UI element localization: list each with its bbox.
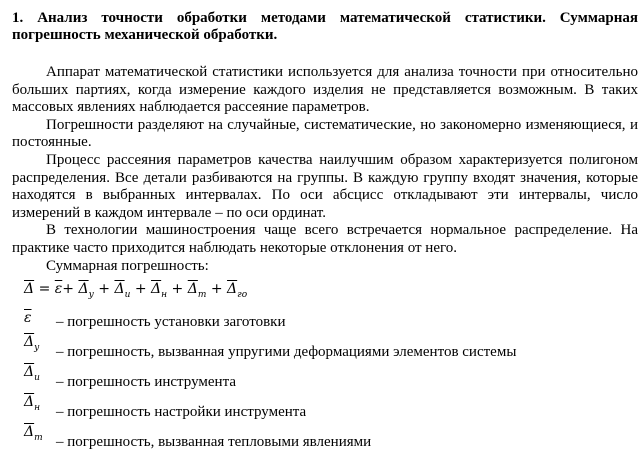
formula-term-4-sub: н xyxy=(161,289,168,300)
definition-epsilon xyxy=(24,305,638,331)
paragraph-3: Процесс рассеяния параметров качества наилучшим образом характеризуется полигоном распределения. Все детали разбиваются на группы. В каждую группу входят значения, которые находятся в выбранных интервалах. По оси абсцисс откладывают эти интервалы, число измерений в каждом интервале – по оси ординат. xyxy=(12,151,638,221)
formula-term-6-sub: го xyxy=(237,289,248,300)
definition-delta-i xyxy=(24,365,638,391)
summary-formula: $\overline{\Delta} = \overline{\varepsilon}+ \overline{\Delta}_у + \overline{\Delta}_и + \overline{\Delta}_н + \overline{\Delta}_т + \overline{\Delta}_{го}$ xyxy=(24,281,248,300)
formula-term-3: $\overline{\Delta}$ xyxy=(114,281,125,298)
delta-i-symbol: $\overline{\Delta}_и$ xyxy=(24,363,40,383)
formula-term-1: $\overline{\varepsilon}$ xyxy=(54,281,63,298)
delta-t-symbol: $\overline{\Delta}_т$ xyxy=(24,423,43,443)
epsilon-symbol: $\overline{\varepsilon}$ xyxy=(24,309,32,326)
definition-delta-y xyxy=(24,335,638,361)
paragraph-4: В технологии машиностроения чаще всего встречается нормальное распределение. На практике часто приходится наблюдать некоторые отклонения от него. xyxy=(12,222,638,256)
definition-delta-i-text: – погрешность инструмента xyxy=(56,373,236,390)
paragraph-2: Погрешности разделяют на случайные, систематические, но закономерно изменяющиеся, и постоянные. xyxy=(12,116,638,151)
definition-delta-n xyxy=(24,395,638,421)
definition-delta-t xyxy=(24,425,638,451)
definition-delta-t-text: – погрешность, вызванная тепловыми явлениями xyxy=(56,433,372,450)
definition-delta-y-text: – погрешность, вызванная упругими деформациями элементов системы xyxy=(56,343,517,360)
definition-delta-n-text: – погрешность настройки инструмента xyxy=(56,403,307,420)
formula-term-6: $\overline{\Delta}$ xyxy=(227,281,238,298)
section-heading: 1. Анализ точности обработки методами математической статистики. Суммарная погрешность механической обработки. xyxy=(12,10,638,43)
delta-n-symbol: $\overline{\Delta}_н$ xyxy=(24,393,41,413)
formula-term-2: $\overline{\Delta}$ xyxy=(78,281,89,298)
formula-term-3-sub: и xyxy=(124,289,131,300)
formula-term-5-sub: т xyxy=(197,289,207,300)
definition-epsilon-text: – погрешность установки заготовки xyxy=(56,313,286,330)
summary-label: Суммарная погрешность: xyxy=(46,257,209,274)
delta-y-symbol: $\overline{\Delta}_у$ xyxy=(24,333,40,353)
formula-lhs: $\overline{\Delta}$ xyxy=(24,281,35,298)
document-body xyxy=(12,64,638,451)
formula-term-4: $\overline{\Delta}$ xyxy=(151,281,162,298)
formula-term-5: $\overline{\Delta}$ xyxy=(187,281,198,298)
paragraph-1: Аппарат математической статистики используется для анализа точности при относительно больших партиях, когда измерение каждого изделия не представляется возможным. В таких массовых явлениях наблюдается рассеяние параметров. xyxy=(12,64,638,116)
formula-term-2-sub: у xyxy=(88,289,94,300)
